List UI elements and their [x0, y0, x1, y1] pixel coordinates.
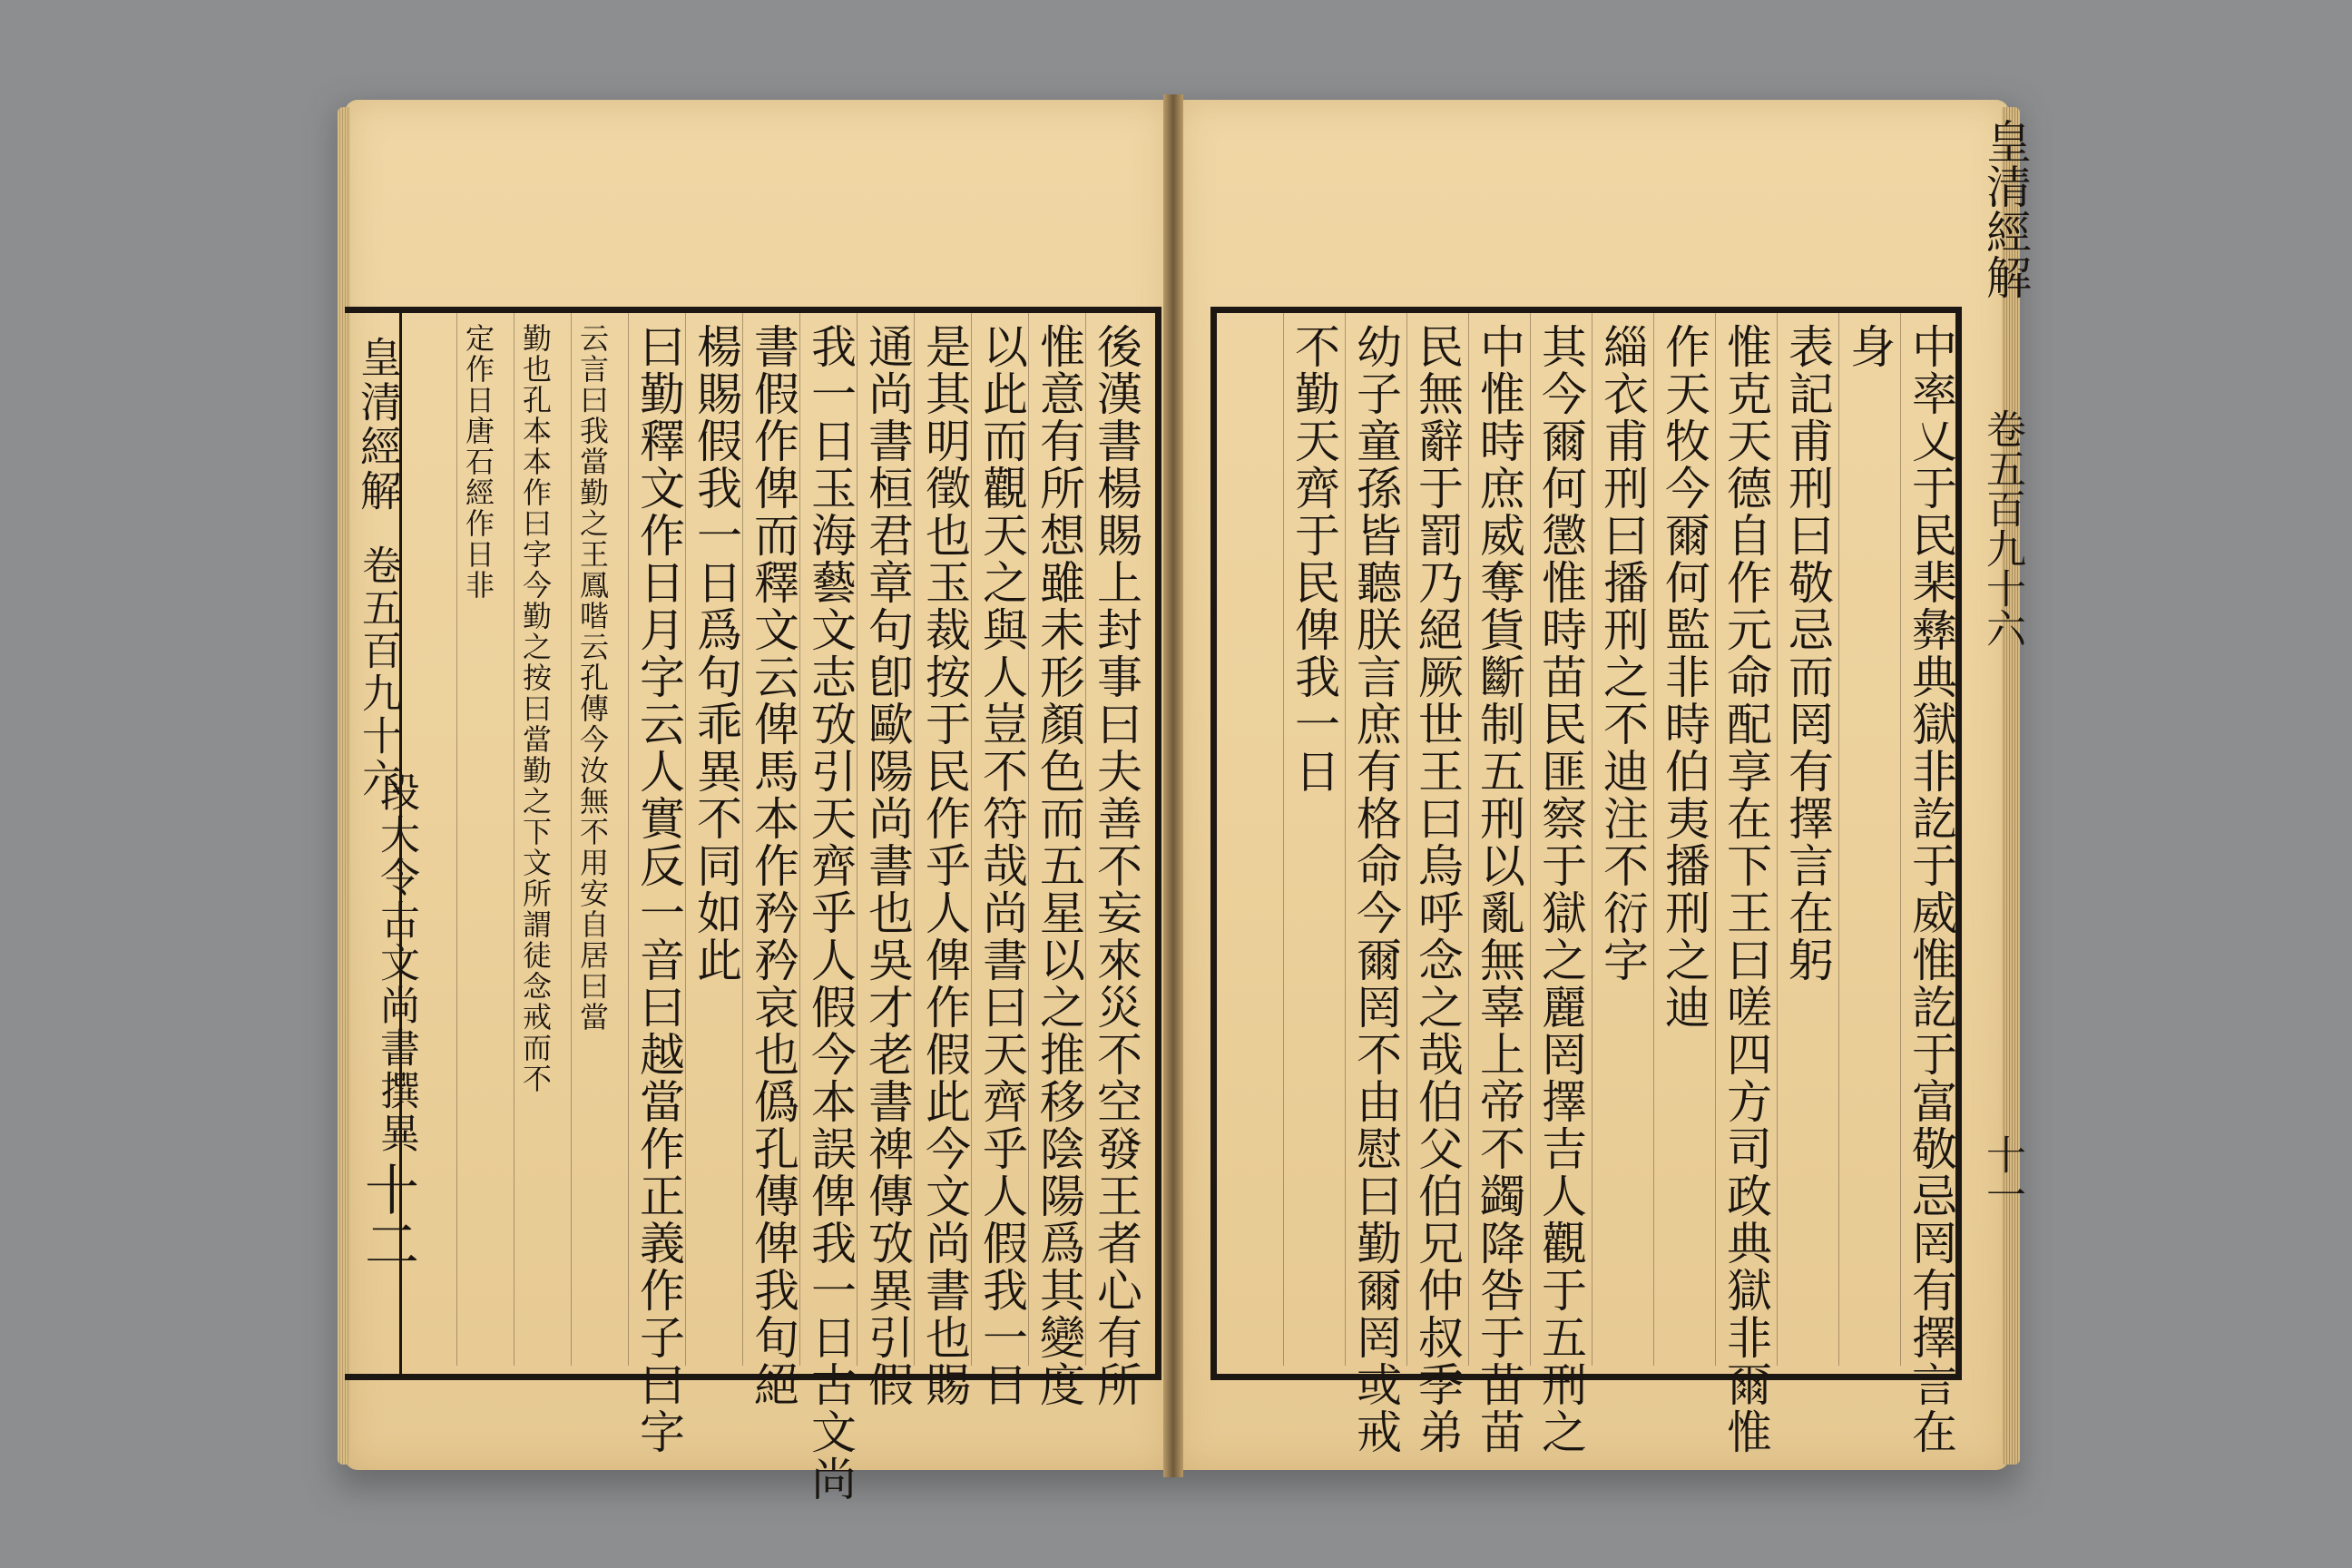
right-text-column: 表記甫刑曰敬忌而罔有擇言在躬: [1781, 323, 1834, 984]
right-column-rule: [1530, 313, 1531, 1366]
left-spine-volume: 卷五百九十六: [355, 544, 401, 800]
right-folio: 十一: [1979, 1134, 2025, 1214]
right-page-edges: [2002, 107, 2020, 1465]
right-text-column: 緇衣甫刑曰播刑之不迪注不衍字: [1596, 323, 1649, 984]
left-text-column: 是其明徵也玉裁按于民作乎人俾作假此今文尚書也賜: [918, 323, 971, 1408]
right-column-rule: [1777, 313, 1778, 1366]
right-text-column: 作天牧今爾何監非時伯夷播刑之迪: [1658, 323, 1710, 1031]
left-text-column: 定作日唐石經作日非: [461, 323, 495, 601]
right-text-column: 惟克天德自作元命配享在下王曰嗟四方司政典獄非爾惟: [1720, 323, 1772, 1455]
right-column-rule: [1345, 313, 1346, 1366]
left-column-rule: [914, 313, 915, 1366]
left-column-rule: [1085, 313, 1086, 1366]
left-column-rule: [685, 313, 686, 1366]
left-column-rule: [1028, 313, 1029, 1366]
right-text-column: 中率乂于民棐彝典獄非訖于威惟訖于富敬忌罔有擇言在: [1905, 323, 1957, 1455]
right-text-column: 中惟時庶威奪貨斷制五刑以亂無辜上帝不蠲降咎于苗苗: [1473, 323, 1525, 1455]
book-gutter: [1163, 94, 1183, 1477]
left-text-column: 惟意有所想雖未形顏色而五星以之推移陰陽爲其變度: [1033, 323, 1085, 1408]
left-folio: 十二: [356, 1161, 419, 1270]
right-text-column: 其今爾何懲惟時苗民匪察于獄之麗罔擇吉人觀于五刑之: [1534, 323, 1587, 1455]
right-column-rule: [1838, 313, 1839, 1366]
left-text-column: 書假作俾而釋文云俾馬本作矜矜哀也僞孔傳俾我旬絕: [747, 323, 799, 1408]
right-column-rule: [1715, 313, 1716, 1366]
left-text-column: 通尚書桓君章句卽歐陽尚書也吳才老書禆傳攷異引假: [861, 323, 914, 1408]
left-text-column: 我一日玉海藝文志攷引天齊乎人假今本誤俾我一日古文尚: [804, 323, 857, 1503]
left-spine-subtitle: 段大令古文尚書撰異: [373, 771, 419, 1155]
right-text-column: 身: [1843, 323, 1896, 370]
right-text-column: 不勤天齊于民俾我一日: [1288, 323, 1340, 795]
left-text-column: 以此而觀天之與人豈不符哉尚書曰天齊乎人假我一日: [975, 323, 1028, 1408]
right-column-rule: [1900, 313, 1901, 1366]
left-column-rule: [456, 313, 457, 1366]
left-text-column: 云言曰我當勤之王鳳喈云孔傳今汝無不用安自居曰當: [575, 323, 610, 1033]
right-text-column: 民無辭于罰乃絕厥世王曰烏呼念之哉伯父伯兄仲叔季弟: [1411, 323, 1464, 1455]
left-column-rule: [742, 313, 743, 1366]
left-column-rule: [571, 313, 572, 1366]
left-text-column: 曰勤釋文作日月字云人實反一音曰越當作正義作子曰字: [632, 323, 685, 1455]
right-column-rule: [1406, 313, 1407, 1366]
left-text-column: 勤也孔本本作曰字今勤之按曰當勤之下文所謂徒念戒而不: [518, 323, 553, 1094]
right-text-column: 幼子童孫皆聽朕言庶有格命今爾罔不由慰曰勤爾罔或戒: [1349, 323, 1402, 1455]
left-text-column: 後漢書楊賜上封事曰夫善不妄來災不空發王者心有所: [1090, 323, 1142, 1408]
left-column-rule: [628, 313, 629, 1366]
right-spine-volume: 卷五百九十六: [1979, 408, 2025, 648]
left-column-rule: [857, 313, 858, 1366]
left-text-column: 楊賜假我一日爲句乖異不同如此: [690, 323, 742, 984]
right-column-rule: [1653, 313, 1654, 1366]
left-column-rule: [799, 313, 800, 1366]
left-column-rule: [971, 313, 972, 1366]
right-column-rule: [1283, 313, 1284, 1366]
left-spine-title: 皇清經解: [354, 336, 403, 514]
right-column-rule: [1468, 313, 1469, 1366]
right-spine-title: 皇清經解: [1979, 118, 2032, 299]
